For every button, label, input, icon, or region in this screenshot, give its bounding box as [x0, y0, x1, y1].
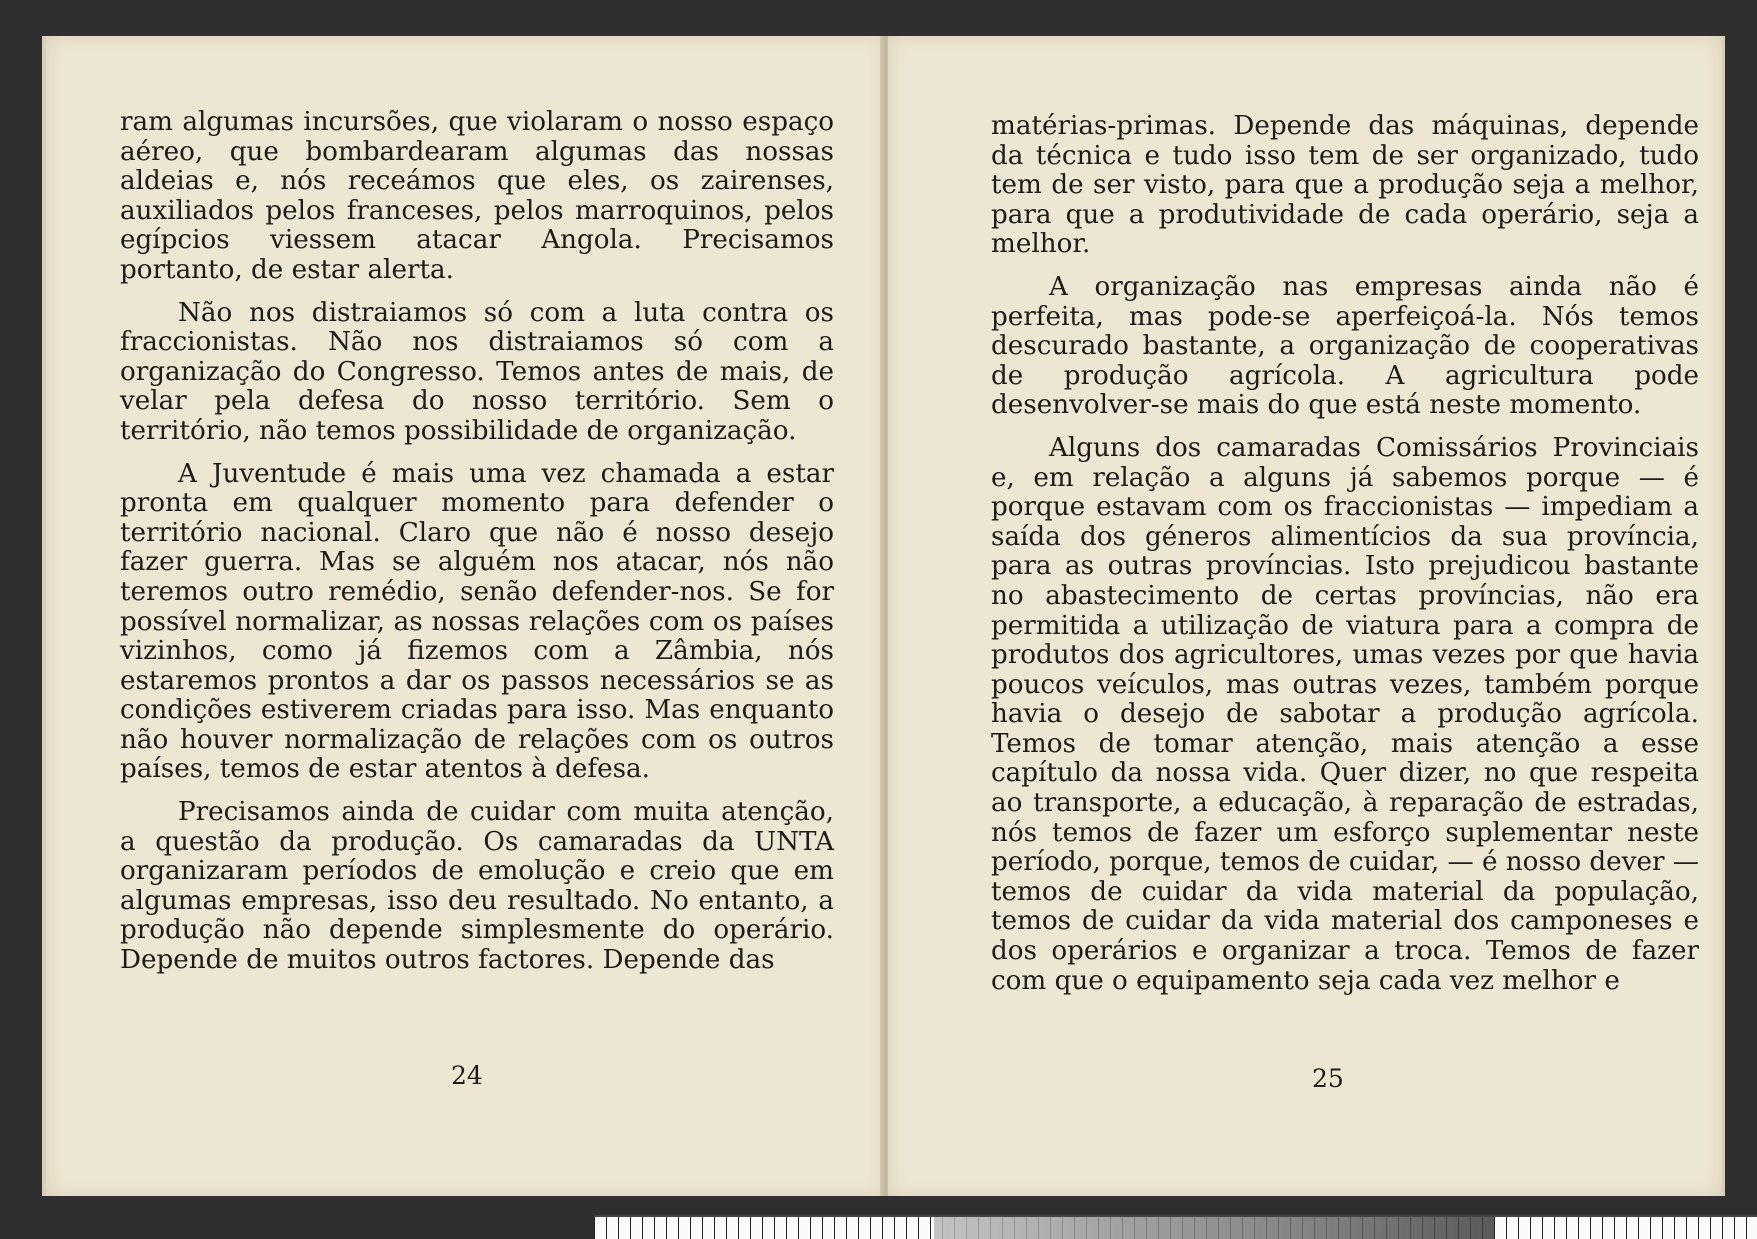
page-number: 24: [451, 1061, 483, 1090]
paragraph: Precisamos ainda de cuidar com muita atenção, a questão da produção. Os camaradas da UNTA organizaram períodos de emolução e creio que em algumas empresas, isso deu resultado. No entanto, a produção não depende simplesmente do operário. Depende de muitos outros factores. Depende das: [120, 797, 834, 976]
left-page-text: [120, 108, 834, 989]
paragraph: Alguns dos camaradas Comissários Provinciais e, em relação a alguns já sabemos porque — é porque estavam com os fraccionistas — impediam a saída dos géneros alimentícios da sua província, para as outras províncias. Isto prejudicou bastante no abastecimento de certas províncias, não era permitida a utilização de viatura para a compra de produtos dos agricultores, umas vezes por que havia poucos veículos, mas outras vezes, também porque havia o desejo de sabotar a produção agrícola. Temos de tomar atenção, mais atenção a esse capítulo da nossa vida. Quer dizer, no que respeita ao transporte, a educação, à reparação de estradas, nós temos de fazer um esforço suplementar neste período, porque, temos de cuidar, — é nosso dever — temos de cuidar da vida material da população, temos de cuidar da vida material dos camponeses e dos operários e organizar a troca. Temos de fazer com que o equipamento seja cada vez melhor e: [991, 432, 1699, 996]
paragraph: matérias-primas. Depende das máquinas, depende da técnica e tudo isso tem de ser organizado, tudo tem de ser visto, para que a produção seja a melhor, para que a produtividade de cada operário, seja a melhor.: [991, 111, 1699, 260]
paragraph: ram algumas incursões, que violaram o nosso espaço aéreo, que bombardearam algumas das nossas aldeias e, nós receámos que eles, os zairenses, auxiliados pelos franceses, pelos marroquinos, pelos egípcios viessem atacar Angola. Precisamos portanto, de estar alerta.: [120, 107, 834, 285]
color-calibration-bar: [934, 1217, 1494, 1239]
scale-ruler: [594, 1215, 1757, 1239]
paragraph: A Juventude é mais uma vez chamada a estar pronta em qualquer momento para defender o território nacional. Claro que não é nosso desejo fazer guerra. Mas se alguém nos atacar, nós não teremos outro remédio, senão defender-nos. Se for possível normalizar, as nossas relações com os países vizinhos, como já fizemos com a Zâmbia, nós estaremos prontos a dar os passos necessários se as condições estiverem criadas para isso. Mas enquanto não houver normalização de relações com os outros países, temos de estar atentos à defesa.: [120, 458, 834, 785]
book-spread: [42, 36, 1722, 1206]
paragraph: A organização nas empresas ainda não é perfeita, mas pode-se aperfeiçoá-la. Nós temos descurado bastante, a organização de cooperativas de produção agrícola. A agricultura pode desenvolver-se mais do que está neste momento.: [991, 271, 1699, 421]
right-page-text: [991, 112, 1699, 1009]
page-number: 25: [1312, 1064, 1344, 1093]
paragraph: Não nos distraiamos só com a luta contra os fraccionistas. Não nos distraiamos só com a organização do Congresso. Temos antes de mais, de velar pela defesa do nosso território. Sem o território, não temos possibilidade de organização.: [120, 297, 834, 446]
left-page: [42, 36, 886, 1196]
right-page: [888, 36, 1725, 1196]
